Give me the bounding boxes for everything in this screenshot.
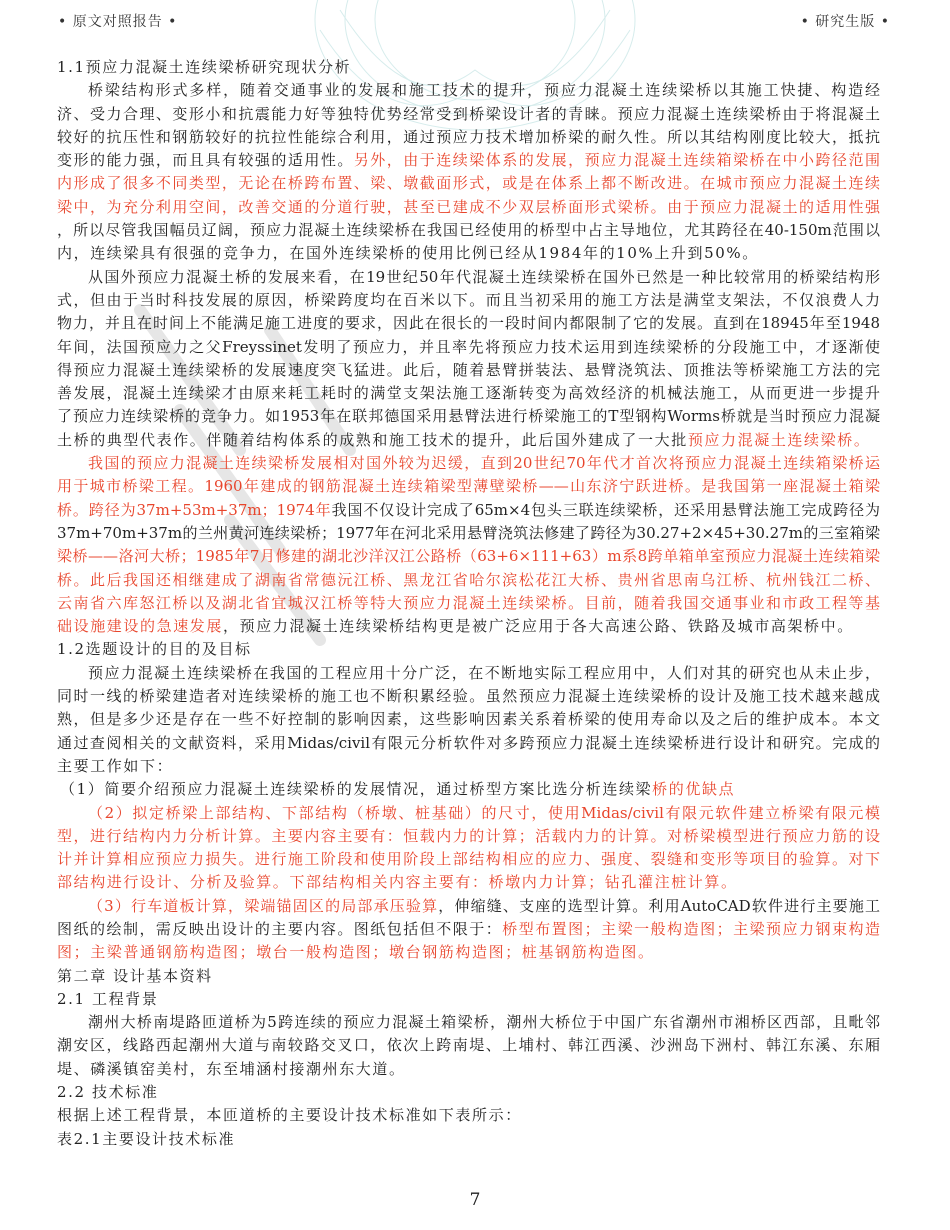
- text-line: [57, 662, 880, 685]
- text-line: [57, 708, 880, 731]
- text-segment: 根据上述工程背景，本匝道桥的主要设计技术标准如下表所示：: [57, 1106, 522, 1125]
- text-line: [57, 545, 880, 568]
- text-segment: 1.2选题设计的目的及目标: [57, 640, 252, 659]
- text-segment: 2.1 工程背景: [57, 989, 159, 1008]
- text-line: [57, 732, 880, 755]
- header-report-label: • 原文对照报告 •: [58, 14, 178, 30]
- text-segment: ，伸缩缝、支座的选型计算。利用AutoCAD软件进行主要施工: [438, 896, 880, 915]
- highlighted-text: 部结构进行设计、分析及验算。下部结构相关内容主要有：桥墩内力计算；钻孔灌注桩计算。: [57, 873, 738, 892]
- text-segment: 得预应力混凝土连续梁桥的发展速度突飞猛进。此后，随着悬臂拼装法、悬臂浇筑法、顶推法等桥梁施工方法的完: [57, 360, 880, 379]
- highlighted-text: 另外，由于连续梁体系的发展，预应力混凝土连续箱梁桥在中小跨径范围: [353, 151, 880, 170]
- text-segment: ，所以尽管我国幅员辽阔，预应力混凝土连续梁桥在我国已经使用的桥型中占主导地位，尤其跨径在40-150m范围以: [57, 221, 880, 240]
- text-segment: 熟，但是多少还是存在一些不好控制的影响因素，这些影响因素关系着桥梁的使用寿命以及之后的维护成本。本文: [57, 710, 880, 729]
- text-line: [57, 825, 880, 848]
- text-line: [57, 685, 880, 708]
- text-segment: 37m+70m+37m的兰州黄河连续梁桥；1977年在河北采用悬臂浇筑法修建了跨径为30.27+2×45+30.27m的三室箱梁: [57, 523, 880, 542]
- heading-line: [57, 1104, 880, 1127]
- text-segment: 主要工作如下：: [57, 756, 174, 775]
- text-segment: 土桥的典型代表作。伴随着结构体系的成熟和施工技术的提升，此后国外建成了一大批: [57, 430, 688, 449]
- highlighted-text: 用于城市桥梁工程。1960年建成的钢筋混凝土连续箱梁型薄壁梁桥——山东济宁跃进桥。是我国第一座混凝土箱梁: [57, 477, 880, 496]
- text-line: [57, 569, 880, 592]
- text-segment: 通过查阅相关的文献资料，采用Midas/civil有限元分析软件对多跨预应力混凝土连续梁桥进行设计和研究。完成的: [57, 733, 880, 752]
- highlighted-text: 础设施建设的急速发展: [57, 617, 224, 636]
- highlighted-text: 桥的优缺点: [652, 780, 736, 799]
- text-segment: 潮州大桥南堤路匝道桥为5跨连续的预应力混凝土箱梁桥，潮州大桥位于中国广东省潮州市湘桥区西部，且毗邻: [88, 1013, 880, 1032]
- text-segment: 潮安区，线路西起潮州大道与南较路交叉口，依次上跨南堤、上埔村、韩江西溪、沙洲岛下洲村、韩江东溪、东厢: [57, 1036, 880, 1055]
- text-segment: 从国外预应力混凝土桥的发展来看，在19世纪50年代混凝土连续梁桥在国外已然是一种比较常用的桥梁结构形: [88, 267, 880, 286]
- text-line: [57, 522, 880, 545]
- text-line: [57, 103, 880, 126]
- text-line: [57, 615, 880, 638]
- text-line: [57, 755, 880, 778]
- text-line: [57, 1011, 880, 1034]
- text-segment: 了预应力连续梁桥的竞争力。如1953年在联邦德国采用悬臂法进行桥梁施工的T型钢构Worms桥就是当时预应力混凝: [57, 407, 880, 426]
- text-segment: 善发展，混凝土连续梁才由原来耗工耗时的满堂支架法施工逐渐转变为高效经济的机械法施工，从而更进一步提升: [57, 384, 880, 403]
- text-line: [57, 871, 880, 894]
- highlighted-text: 桥。此后我国还相继建成了湖南省常德沅江桥、黑龙江省哈尔滨松花江大桥、贵州省思南乌江桥、杭州钱江二桥、: [57, 570, 880, 589]
- text-line: [57, 895, 880, 918]
- text-segment: （1）简要介绍预应力混凝土连续梁桥的发展情况，通过桥型方案比选分析连续梁: [60, 780, 653, 799]
- text-segment: 堤、磷溪镇窑美村，东至埔涵村接潮州东大道。: [57, 1059, 406, 1078]
- text-segment: 1.1预应力混凝土连续梁桥研究现状分析: [57, 58, 352, 76]
- text-line: [57, 475, 880, 498]
- text-segment: 式，但由于当时科技发展的原因，桥梁跨度均在百米以下。而且当初采用的施工方法是满堂支架法，不仅浪费人力: [57, 290, 880, 309]
- text-line: [57, 336, 880, 359]
- highlighted-text: 内形成了很多不同类型，无论在桥跨布置、梁、墩截面形式，或是在体系上都不断改进。在城市预应力混凝土连续: [57, 174, 880, 193]
- text-line: [57, 778, 880, 801]
- highlighted-text: 梁中，为充分利用空间，改善交通的分道行驶，甚至已建成不少双层桥面形式梁桥。由于预应力混凝土的适用性强: [57, 197, 880, 216]
- page-number: 7: [469, 1190, 481, 1210]
- text-line: [57, 499, 880, 522]
- text-line: [57, 1034, 880, 1057]
- highlighted-text: 我国的预应力混凝土连续梁桥发展相对国外较为迟缓，直到20世纪70年代才首次将预应力混凝土连续箱梁桥运: [88, 454, 880, 473]
- highlighted-text: 图；主梁普通钢筋构造图；墩台一般构造图；墩台钢筋构造图；桩基钢筋构造图。: [57, 943, 655, 962]
- text-segment: 内，连续梁具有很强的竞争力，在国外连续梁桥的使用比例已经从1984年的10%上升到50%。: [57, 244, 759, 263]
- document-body: [57, 56, 880, 1151]
- text-segment: 图纸的绘制，需反映出设计的主要内容。图纸包括但不限于：: [57, 919, 503, 938]
- text-line: [57, 1058, 880, 1081]
- text-line: [57, 405, 880, 428]
- highlighted-text: 桥。跨径为37m+53m+37m；1974年: [57, 500, 332, 519]
- text-line: [57, 312, 880, 335]
- text-line: [57, 429, 880, 452]
- heading-line: [57, 56, 880, 79]
- heading-line: [57, 988, 880, 1011]
- highlighted-text: 型，进行结构内力分析计算。主要内容主要有：恒载内力的计算；活载内力的计算。对桥梁模型进行预应力筋的设: [57, 826, 880, 845]
- highlighted-text: 云南省六库怒江桥以及湖北省宜城汉江桥等特大预应力混凝土连续梁桥。目前，随着我国交通事业和市政工程等基: [57, 593, 880, 612]
- text-segment: 预应力混凝土连续梁桥在我国的工程应用十分广泛，在不断地实际工程应用中，人们对其的研究也从未止步，: [88, 663, 880, 682]
- heading-line: [57, 965, 880, 988]
- text-line: [57, 266, 880, 289]
- text-segment: 较好的抗压性和钢筋较好的抗拉性能综合利用，通过预应力技术增加桥梁的耐久性。所以其结构刚度比较大，抵抗: [57, 127, 880, 146]
- text-segment: 济、受力合理、变形小和抗震能力好等独特优势经常受到桥梁设计者的青睐。预应力混凝土连续梁桥由于将混凝土: [57, 104, 880, 123]
- heading-line: [57, 638, 880, 661]
- text-line: [57, 242, 880, 265]
- text-line: [57, 918, 880, 941]
- text-segment: 桥梁结构形式多样，随着交通事业的发展和施工技术的提升，预应力混凝土连续梁桥以其施工快捷、构造经: [88, 81, 880, 100]
- text-line: [57, 149, 880, 172]
- text-segment: 变形的能力强，而且具有较强的适用性。: [57, 151, 354, 170]
- text-line: [57, 848, 880, 871]
- text-segment: 表2.1主要设计技术标准: [57, 1129, 236, 1148]
- text-segment: 我国不仅设计完成了65m×4包头三联连续梁桥，还采用悬臂法施工完成跨径为: [331, 500, 880, 519]
- highlighted-text: （3）行车道板计算，梁端锚固区的局部承压验算: [88, 896, 439, 915]
- text-line: [57, 941, 880, 964]
- text-line: [57, 802, 880, 825]
- highlighted-text: 梁桥——洛河大桥；1985年7月修建的湖北沙洋汉江公路桥（63+6×111+63）m系8跨单箱单室预应力混凝土连续箱梁: [57, 547, 880, 566]
- text-line: [57, 196, 880, 219]
- header-edition-label: • 研究生版 •: [800, 14, 890, 30]
- text-segment: 年间，法国预应力之父Freyssinet发明了预应力，并且率先将预应力技术运用到连续梁桥的分段施工中，才逐渐使: [57, 337, 880, 356]
- text-segment: 2.2 技术标准: [57, 1083, 159, 1102]
- text-segment: 同时一线的桥梁建造者对连续梁桥的施工也不断积累经验。虽然预应力混凝土连续梁桥的设计及施工技术越来越成: [57, 687, 880, 706]
- text-line: [57, 289, 880, 312]
- text-line: [57, 382, 880, 405]
- highlighted-text: 预应力混凝土连续梁桥。: [687, 430, 871, 449]
- highlighted-text: 桥型布置图；主梁一般构造图；主梁预应力钢束构造: [502, 919, 880, 938]
- text-line: [57, 126, 880, 149]
- text-segment: 第二章 设计基本资料: [57, 966, 213, 985]
- text-line: [57, 172, 880, 195]
- text-line: [57, 79, 880, 102]
- text-segment: 物力，并且在时间上不能满足施工进度的要求，因此在很长的一段时间内都限制了它的发展。直到在18945年至1948: [57, 314, 880, 333]
- text-line: [57, 219, 880, 242]
- heading-line: [57, 1128, 880, 1151]
- text-line: [57, 359, 880, 382]
- heading-line: [57, 1081, 880, 1104]
- highlighted-text: （2）拟定桥梁上部结构、下部结构（桥墩、桩基础）的尺寸，使用Midas/civil有限元软件建立桥梁有限元模: [88, 803, 880, 822]
- text-segment: ，预应力混凝土连续梁桥结构更是被广泛应用于各大高速公路、铁路及城市高架桥中。: [223, 617, 854, 636]
- text-line: [57, 592, 880, 615]
- text-line: [57, 452, 880, 475]
- highlighted-text: 计并计算相应预应力损失。进行施工阶段和使用阶段上部结构相应的应力、强度、裂缝和变形等项目的验算。对下: [57, 850, 880, 869]
